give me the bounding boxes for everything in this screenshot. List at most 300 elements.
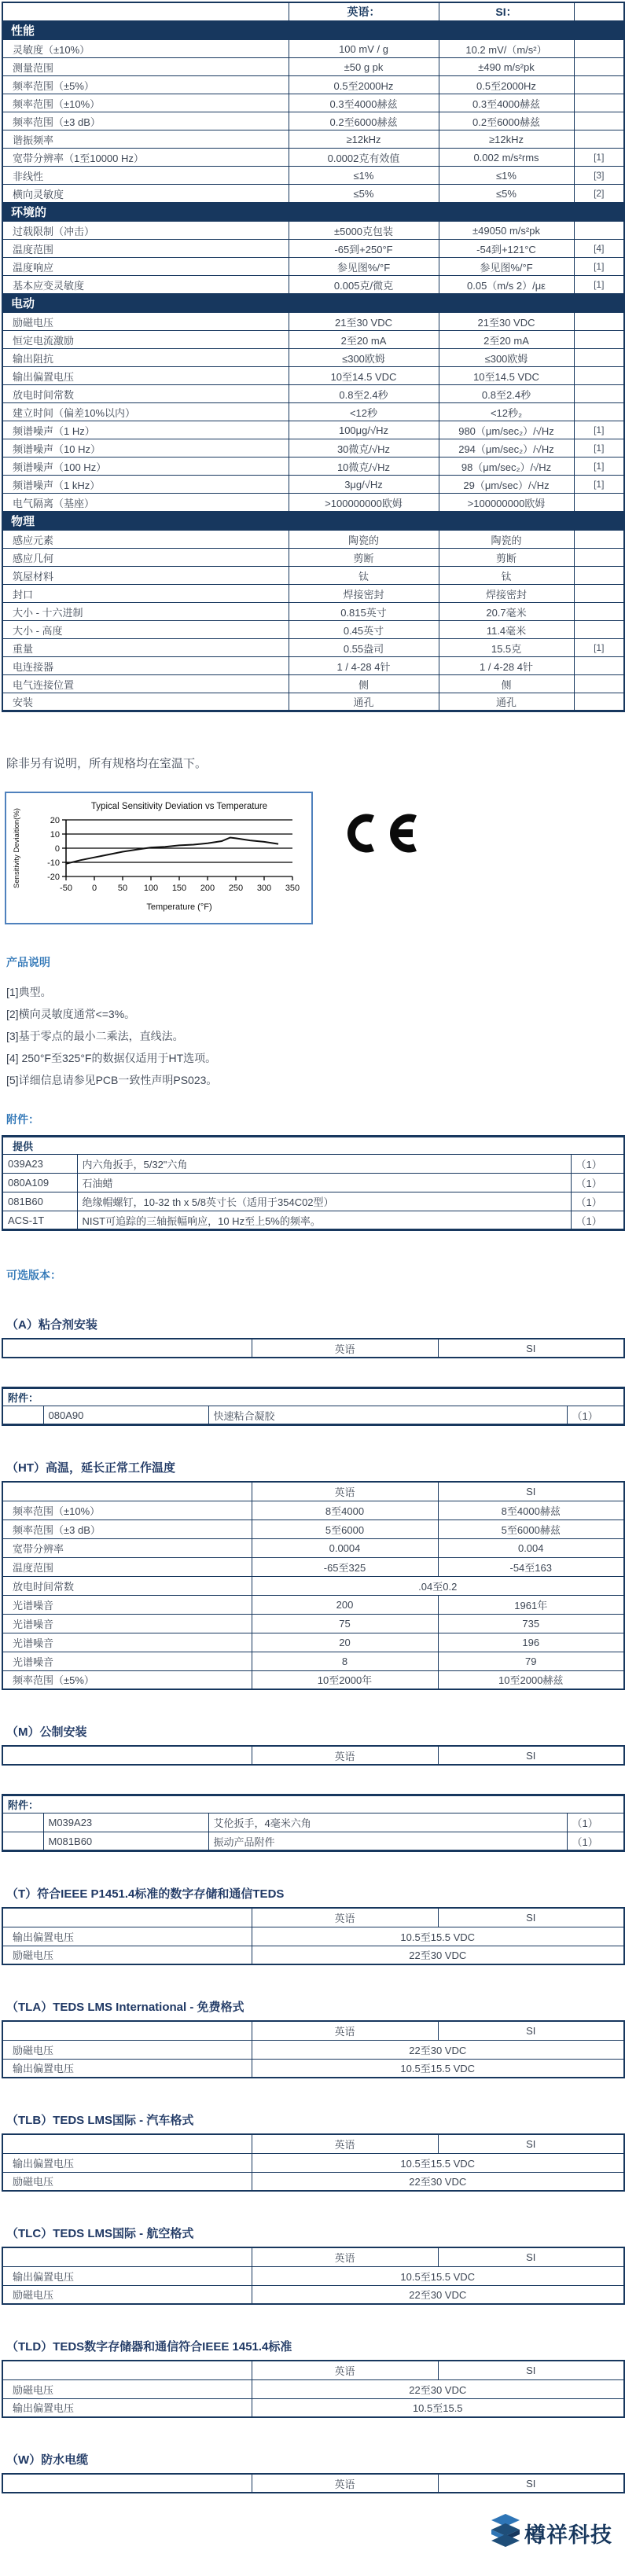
optional-header-blank (2, 1746, 252, 1765)
spec-label: 频谱噪声（1 Hz） (2, 421, 289, 439)
spec-row (2, 167, 624, 185)
spec-value-english: 21至30 VDC (289, 313, 439, 331)
optional-spec-label: 温度范围 (2, 1557, 252, 1576)
spec-note-ref (574, 367, 624, 385)
optional-spec-label: 光谱噪音 (2, 1633, 252, 1652)
accessories-table (2, 1135, 625, 1231)
optional-accessory-description: 艾伦扳手，4毫米六角 (208, 1813, 567, 1832)
optional-header-si: SI (438, 1339, 624, 1358)
optional-spec-label: 光谱噪音 (2, 1652, 252, 1670)
spec-label: 灵敏度（±10%） (2, 40, 289, 58)
optional-spec-value-english: 10至2000年 (252, 1670, 438, 1689)
spec-label: 温度响应 (2, 258, 289, 276)
optional-header-si: SI (438, 2134, 624, 2153)
spec-note-ref (574, 403, 624, 421)
spec-value-si: 0.3至4000赫兹 (439, 94, 574, 112)
optional-section-title: （W）防水电缆 (6, 2453, 89, 2467)
optional-spec-row (2, 1576, 624, 1595)
spec-row (2, 76, 624, 94)
optional-accessories-label: 附件： (2, 1795, 624, 1813)
optional-section-title: （TLA）TEDS LMS International - 免费格式 (6, 2001, 244, 2014)
spec-value-si: 11.4毫米 (439, 621, 574, 639)
optional-section-title: （TLC）TEDS LMS国际 - 航空格式 (6, 2227, 194, 2240)
spec-value-english: 通孔 (289, 693, 439, 711)
spec-value-english: 0.55盎司 (289, 639, 439, 657)
spec-note-ref (574, 693, 624, 711)
spec-value-english: 钛 (289, 567, 439, 585)
spec-row (2, 385, 624, 403)
optional-spec-value: 10.5至15.5 VDC (252, 2153, 624, 2172)
svg-text:Temperature (°F): Temperature (°F) (146, 902, 212, 912)
optional-header-si: SI (438, 2361, 624, 2379)
spec-value-si: 980（μm/sec₂）/√Hz (439, 421, 574, 439)
spec-label: 频谱噪声（10 Hz） (2, 439, 289, 458)
section-header-row (2, 294, 624, 313)
optional-header-blank (2, 2474, 252, 2493)
spec-value-si: ≥12kHz (439, 130, 574, 149)
optional-accessory-qty: （1） (567, 1832, 624, 1851)
optional-spec-value: 10.5至15.5 VDC (252, 2059, 624, 2078)
spec-value-english: 0.5至2000Hz (289, 76, 439, 94)
spec-row (2, 567, 624, 585)
optional-spec-row (2, 1557, 624, 1576)
optional-header-row (2, 2474, 624, 2493)
optional-accessory-id: M039A23 (43, 1813, 208, 1832)
section-header-row (2, 21, 624, 40)
optional-accessories-label-row (2, 1795, 624, 1813)
optional-accessories-label: 附件： (2, 1388, 624, 1406)
svg-text:50: 50 (117, 884, 128, 893)
spec-value-si: ±490 m/s²pk (439, 58, 574, 76)
accessory-id: 039A23 (2, 1155, 77, 1174)
spec-label: 恒定电流激励 (2, 331, 289, 349)
accessory-description: 绝缘帽螺钉，10-32 th x 5/8英寸长（适用于354C02型） (77, 1192, 571, 1211)
spec-row (2, 639, 624, 657)
svg-text:0: 0 (91, 884, 97, 893)
optional-section-table (2, 2133, 625, 2192)
optional-section-title: （HT）高温，延长正常工作温度 (6, 1461, 175, 1475)
section-title: 性能 (2, 21, 624, 40)
spec-row (2, 693, 624, 711)
spec-value-si: 钛 (439, 567, 574, 585)
spec-value-si: ±49050 m/s²pk (439, 222, 574, 240)
spec-note-ref (574, 549, 624, 567)
spec-value-si: 29（μm/sec）/√Hz (439, 476, 574, 494)
spec-row (2, 458, 624, 476)
optional-header-row (2, 2361, 624, 2379)
accessory-description: NIST可追踪的三轴振幅响应，10 Hz至上5%的频率。 (77, 1211, 571, 1230)
optional-spec-value-english: 0.0004 (252, 1538, 438, 1557)
svg-text:Typical Sensitivity Deviation: Typical Sensitivity Deviation vs Temperature (90, 802, 268, 811)
spec-note-ref (574, 94, 624, 112)
chart-svg (9, 798, 305, 914)
optional-spec-value-si: 8至4000赫兹 (438, 1501, 624, 1520)
spec-label: 大小 - 十六进制 (2, 603, 289, 621)
optional-spec-value: 22至30 VDC (252, 1946, 624, 1964)
product-note-item: [1]典型。 (6, 986, 52, 998)
product-notes-list (6, 981, 623, 1091)
spec-label: 重量 (2, 639, 289, 657)
optional-spec-label: 放电时间常数 (2, 1576, 252, 1595)
svg-text:250: 250 (228, 884, 244, 893)
spec-row (2, 403, 624, 421)
spec-row (2, 58, 624, 76)
optional-spec-row (2, 1652, 624, 1670)
spec-value-english: ≤300欧姆 (289, 349, 439, 367)
units-header-note-blank (574, 2, 624, 21)
spec-label: 电气隔离（基座） (2, 494, 289, 512)
optional-spec-label: 宽带分辨率 (2, 1538, 252, 1557)
optional-spec-value: 22至30 VDC (252, 2040, 624, 2059)
section-header-row (2, 512, 624, 531)
optional-spec-row (2, 1520, 624, 1538)
optional-spec-value-english: 8 (252, 1652, 438, 1670)
optional-section (2, 2451, 623, 2493)
optional-spec-row (2, 2398, 624, 2417)
optional-header-english: 英语 (252, 1339, 438, 1358)
accessories-group-row (2, 1137, 624, 1155)
optional-section-table (2, 2247, 625, 2305)
spec-value-si: 0.05（m/s 2）/με (439, 276, 574, 294)
optional-header-english: 英语 (252, 2361, 438, 2379)
spec-value-english: 0.005克/微克 (289, 276, 439, 294)
optional-header-english: 英语 (252, 2134, 438, 2153)
optional-spec-value: 10.5至15.5 VDC (252, 1927, 624, 1946)
optional-accessory-description: 振动产品附件 (208, 1832, 567, 1851)
optional-spec-value-english: 5至6000 (252, 1520, 438, 1538)
optional-spec-row (2, 2379, 624, 2398)
spec-label: 谐振频率 (2, 130, 289, 149)
optional-spec-row (2, 1538, 624, 1557)
accessory-qty: （1） (571, 1211, 624, 1230)
optional-header-si: SI (438, 2474, 624, 2493)
spec-row (2, 185, 624, 203)
optional-spec-value-si: 1961年 (438, 1595, 624, 1614)
optional-header-blank (2, 2361, 252, 2379)
optional-section-title: （T）符合IEEE P1451.4标准的数字存储和通信TEDS (6, 1887, 285, 1901)
spec-label: 输出偏置电压 (2, 367, 289, 385)
optional-spec-row (2, 1595, 624, 1614)
svg-text:0: 0 (54, 844, 60, 854)
optional-spec-value-english: 75 (252, 1614, 438, 1633)
optional-spec-value-english: 200 (252, 1595, 438, 1614)
svg-text:350: 350 (285, 884, 300, 893)
svg-text:-20: -20 (47, 873, 60, 882)
spec-value-english: ≤1% (289, 167, 439, 185)
spec-row (2, 367, 624, 385)
optional-header-blank (2, 2247, 252, 2266)
spec-value-english: 侧 (289, 675, 439, 693)
optional-spec-value: 22至30 VDC (252, 2379, 624, 2398)
optional-spec-label: 励磁电压 (2, 1946, 252, 1964)
optional-section-table (2, 2360, 625, 2418)
spec-label: 感应元素 (2, 531, 289, 549)
footer (2, 2514, 623, 2552)
optional-section (2, 1723, 623, 1852)
svg-text:100: 100 (143, 884, 159, 893)
spec-value-english: 10微克/√Hz (289, 458, 439, 476)
spec-value-si: 98（μm/sec₂）/√Hz (439, 458, 574, 476)
optional-section (2, 2225, 623, 2305)
spec-label: 温度范围 (2, 240, 289, 258)
optional-header-english: 英语 (252, 1908, 438, 1927)
optional-header-english: 英语 (252, 2021, 438, 2040)
optional-spec-label: 频率范围（±3 dB） (2, 1520, 252, 1538)
optional-spec-row (2, 1927, 624, 1946)
spec-row (2, 313, 624, 331)
spec-row (2, 94, 624, 112)
section-title: 电动 (2, 294, 624, 313)
optional-spec-value-si: -54至163 (438, 1557, 624, 1576)
spec-value-english: 0.815英寸 (289, 603, 439, 621)
spec-label: 放电时间常数 (2, 385, 289, 403)
optional-section (2, 2111, 623, 2192)
spec-note-ref: [1] (574, 258, 624, 276)
optional-accessory-row (2, 1832, 624, 1851)
spec-note-ref (574, 40, 624, 58)
optional-header-row (2, 2247, 624, 2266)
optional-section-table (2, 2020, 625, 2078)
product-notes (6, 954, 623, 1091)
spec-label: 封口 (2, 585, 289, 603)
optional-section-table (2, 1907, 625, 1965)
optional-versions-title: 可选版本： (6, 1269, 61, 1281)
optional-section-title: （TLD）TEDS数字存储器和通信符合IEEE 1451.4标准 (6, 2340, 292, 2354)
optional-section (2, 1998, 623, 2078)
optional-header-row (2, 2021, 624, 2040)
section-title: 物理 (2, 512, 624, 531)
accessory-id: 080A109 (2, 1174, 77, 1192)
spec-value-si: 294（μm/sec₂）/√Hz (439, 439, 574, 458)
spec-row (2, 222, 624, 240)
optional-spec-label: 频率范围（±10%） (2, 1501, 252, 1520)
spec-value-si: 21至30 VDC (439, 313, 574, 331)
optional-spec-value-si: 735 (438, 1614, 624, 1633)
spec-note-ref: [1] (574, 276, 624, 294)
spec-note-ref (574, 331, 624, 349)
spec-note-ref: [1] (574, 421, 624, 439)
spec-label: 频谱噪声（100 Hz） (2, 458, 289, 476)
spec-row (2, 439, 624, 458)
spec-value-english: 陶瓷的 (289, 531, 439, 549)
optional-accessory-qty: （1） (567, 1406, 624, 1425)
spec-value-english: 2至20 mA (289, 331, 439, 349)
optional-accessory-id: M081B60 (43, 1832, 208, 1851)
spec-value-english: 剪断 (289, 549, 439, 567)
spec-label: 非线性 (2, 167, 289, 185)
optional-spec-label: 输出偏置电压 (2, 1927, 252, 1946)
units-header-si: SI： (439, 2, 574, 21)
optional-header-si: SI (438, 1482, 624, 1501)
spec-row (2, 258, 624, 276)
spec-note-ref (574, 621, 624, 639)
product-note-item: [2]横向灵敏度通常<=3%。 (6, 1008, 136, 1020)
spec-value-english: 3μg/√Hz (289, 476, 439, 494)
spec-note-ref: [1] (574, 439, 624, 458)
svg-text:-50: -50 (60, 884, 72, 893)
svg-text:10: 10 (50, 830, 60, 840)
spec-note-ref (574, 657, 624, 675)
spec-note-ref (574, 531, 624, 549)
optional-accessory-row (2, 1813, 624, 1832)
accessory-id: ACS-1T (2, 1211, 77, 1230)
company-logo-icon (490, 2514, 521, 2552)
spec-value-si: 10.2 mV/（m/s²） (439, 40, 574, 58)
spec-note-ref (574, 76, 624, 94)
optional-header-si: SI (438, 1908, 624, 1927)
spec-value-si: ≤5% (439, 185, 574, 203)
optional-spec-value-si: 79 (438, 1652, 624, 1670)
spec-row (2, 531, 624, 549)
optional-section (2, 1885, 623, 1965)
product-note-item: [3]基于零点的最小二乘法，直线法。 (6, 1030, 184, 1042)
spec-value-english: -65到+250°F (289, 240, 439, 258)
optional-accessories-label-row (2, 1388, 624, 1406)
units-header-blank (2, 2, 289, 21)
svg-text:-10: -10 (47, 858, 60, 868)
optional-accessories-table (2, 1387, 625, 1426)
accessories-table-body (2, 1137, 624, 1230)
optional-spec-label: 励磁电压 (2, 2172, 252, 2191)
optional-header-row (2, 1482, 624, 1501)
optional-section (2, 1459, 623, 1690)
optional-section-table (2, 1745, 625, 1766)
spec-value-english: 焊接密封 (289, 585, 439, 603)
spec-value-english: 0.3至4000赫兹 (289, 94, 439, 112)
spec-value-english: 30微克/√Hz (289, 439, 439, 458)
spec-note-ref (574, 112, 624, 130)
spec-value-english: 1 / 4-28 4针 (289, 657, 439, 675)
spec-value-english: 0.0002克有效值 (289, 149, 439, 167)
optional-spec-row (2, 1501, 624, 1520)
spec-label: 励磁电压 (2, 313, 289, 331)
spec-row (2, 276, 624, 294)
optional-header-blank (2, 2021, 252, 2040)
optional-header-english: 英语 (252, 1482, 438, 1501)
spec-note-ref (574, 349, 624, 367)
optional-spec-value-english: 8至4000 (252, 1501, 438, 1520)
spec-row (2, 149, 624, 167)
spec-value-si: 1 / 4-28 4针 (439, 657, 574, 675)
spec-value-english: ±5000克包装 (289, 222, 439, 240)
spec-table (2, 2, 625, 712)
accessories-group-label: 提供 (2, 1137, 624, 1155)
spec-value-si: 0.2至6000赫兹 (439, 112, 574, 130)
optional-spec-label: 励磁电压 (2, 2379, 252, 2398)
optional-header-row (2, 1339, 624, 1358)
spec-note-ref: [1] (574, 458, 624, 476)
optional-spec-label: 输出偏置电压 (2, 2398, 252, 2417)
spec-note-ref: [1] (574, 149, 624, 167)
optional-spec-row (2, 1670, 624, 1689)
optional-spec-row (2, 1633, 624, 1652)
optional-spec-row (2, 1614, 624, 1633)
spec-note-ref (574, 567, 624, 585)
spec-note-ref (574, 585, 624, 603)
spec-value-english: 100 mV / g (289, 40, 439, 58)
spec-note-ref (574, 675, 624, 693)
spec-value-english: <12秒 (289, 403, 439, 421)
optional-spec-value-english: -65至325 (252, 1557, 438, 1576)
spec-row (2, 421, 624, 439)
optional-spec-value: 22至30 VDC (252, 2285, 624, 2304)
optional-spec-label: 励磁电压 (2, 2285, 252, 2304)
optional-section-table (2, 1338, 625, 1358)
spec-row (2, 657, 624, 675)
spec-row (2, 40, 624, 58)
optional-section-title: （TLB）TEDS LMS国际 - 汽车格式 (6, 2114, 194, 2127)
spec-value-english: 参见图%/°F (289, 258, 439, 276)
spec-row (2, 585, 624, 603)
accessory-qty: （1） (571, 1174, 624, 1192)
optional-header-si: SI (438, 2247, 624, 2266)
optional-spec-row (2, 2172, 624, 2191)
optional-section (2, 1316, 623, 1426)
section-title: 环境的 (2, 203, 624, 222)
ce-mark-icon (340, 814, 421, 857)
optional-header-english: 英语 (252, 1746, 438, 1765)
spec-label: 横向灵敏度 (2, 185, 289, 203)
spec-row (2, 112, 624, 130)
spec-note-ref: [4] (574, 240, 624, 258)
optional-spec-value-si: 0.004 (438, 1538, 624, 1557)
optional-accessories-table (2, 1794, 625, 1852)
optional-accessory-blank (2, 1813, 43, 1832)
optional-spec-label: 输出偏置电压 (2, 2266, 252, 2285)
optional-header-si: SI (438, 1746, 624, 1765)
optional-section-title: （A）粘合剂安装 (6, 1318, 97, 1332)
spec-value-si: 10至14.5 VDC (439, 367, 574, 385)
accessory-id: 081B60 (2, 1192, 77, 1211)
spec-note-ref: [1] (574, 639, 624, 657)
svg-text:20: 20 (50, 816, 60, 825)
spec-value-si: 20.7毫米 (439, 603, 574, 621)
spec-row (2, 349, 624, 367)
spec-label: 频谱噪声（1 kHz） (2, 476, 289, 494)
optional-section-title: （M）公制安装 (6, 1725, 87, 1739)
svg-text:200: 200 (200, 884, 215, 893)
svg-text:Sensitivity Deviaition(%): Sensitivity Deviaition(%) (13, 808, 21, 888)
spec-row (2, 331, 624, 349)
spec-table-body (2, 2, 624, 711)
spec-label: 频率范围（±10%） (2, 94, 289, 112)
spec-label: 建立时间（偏差10%以内） (2, 403, 289, 421)
accessory-description: 石油蜡 (77, 1174, 571, 1192)
spec-label: 输出阻抗 (2, 349, 289, 367)
optional-spec-row (2, 2059, 624, 2078)
optional-accessory-description: 快速粘合凝胶 (208, 1406, 567, 1425)
spec-note-ref (574, 222, 624, 240)
optional-header-si: SI (438, 2021, 624, 2040)
spec-value-english: >100000000欧姆 (289, 494, 439, 512)
spec-value-si: >100000000欧姆 (439, 494, 574, 512)
spec-row (2, 603, 624, 621)
optional-header-blank (2, 1482, 252, 1501)
spec-value-si: 陶瓷的 (439, 531, 574, 549)
spec-value-si: 侧 (439, 675, 574, 693)
spec-note-ref: [3] (574, 167, 624, 185)
spec-note-ref (574, 494, 624, 512)
spec-value-si: 15.5克 (439, 639, 574, 657)
optional-spec-label: 输出偏置电压 (2, 2153, 252, 2172)
spec-value-si: ≤300欧姆 (439, 349, 574, 367)
optional-spec-label: 光谱噪音 (2, 1595, 252, 1614)
svg-text:300: 300 (256, 884, 272, 893)
units-header-row (2, 2, 624, 21)
section-header-row (2, 203, 624, 222)
units-header-english: 英语： (289, 2, 439, 21)
optional-spec-row (2, 2153, 624, 2172)
